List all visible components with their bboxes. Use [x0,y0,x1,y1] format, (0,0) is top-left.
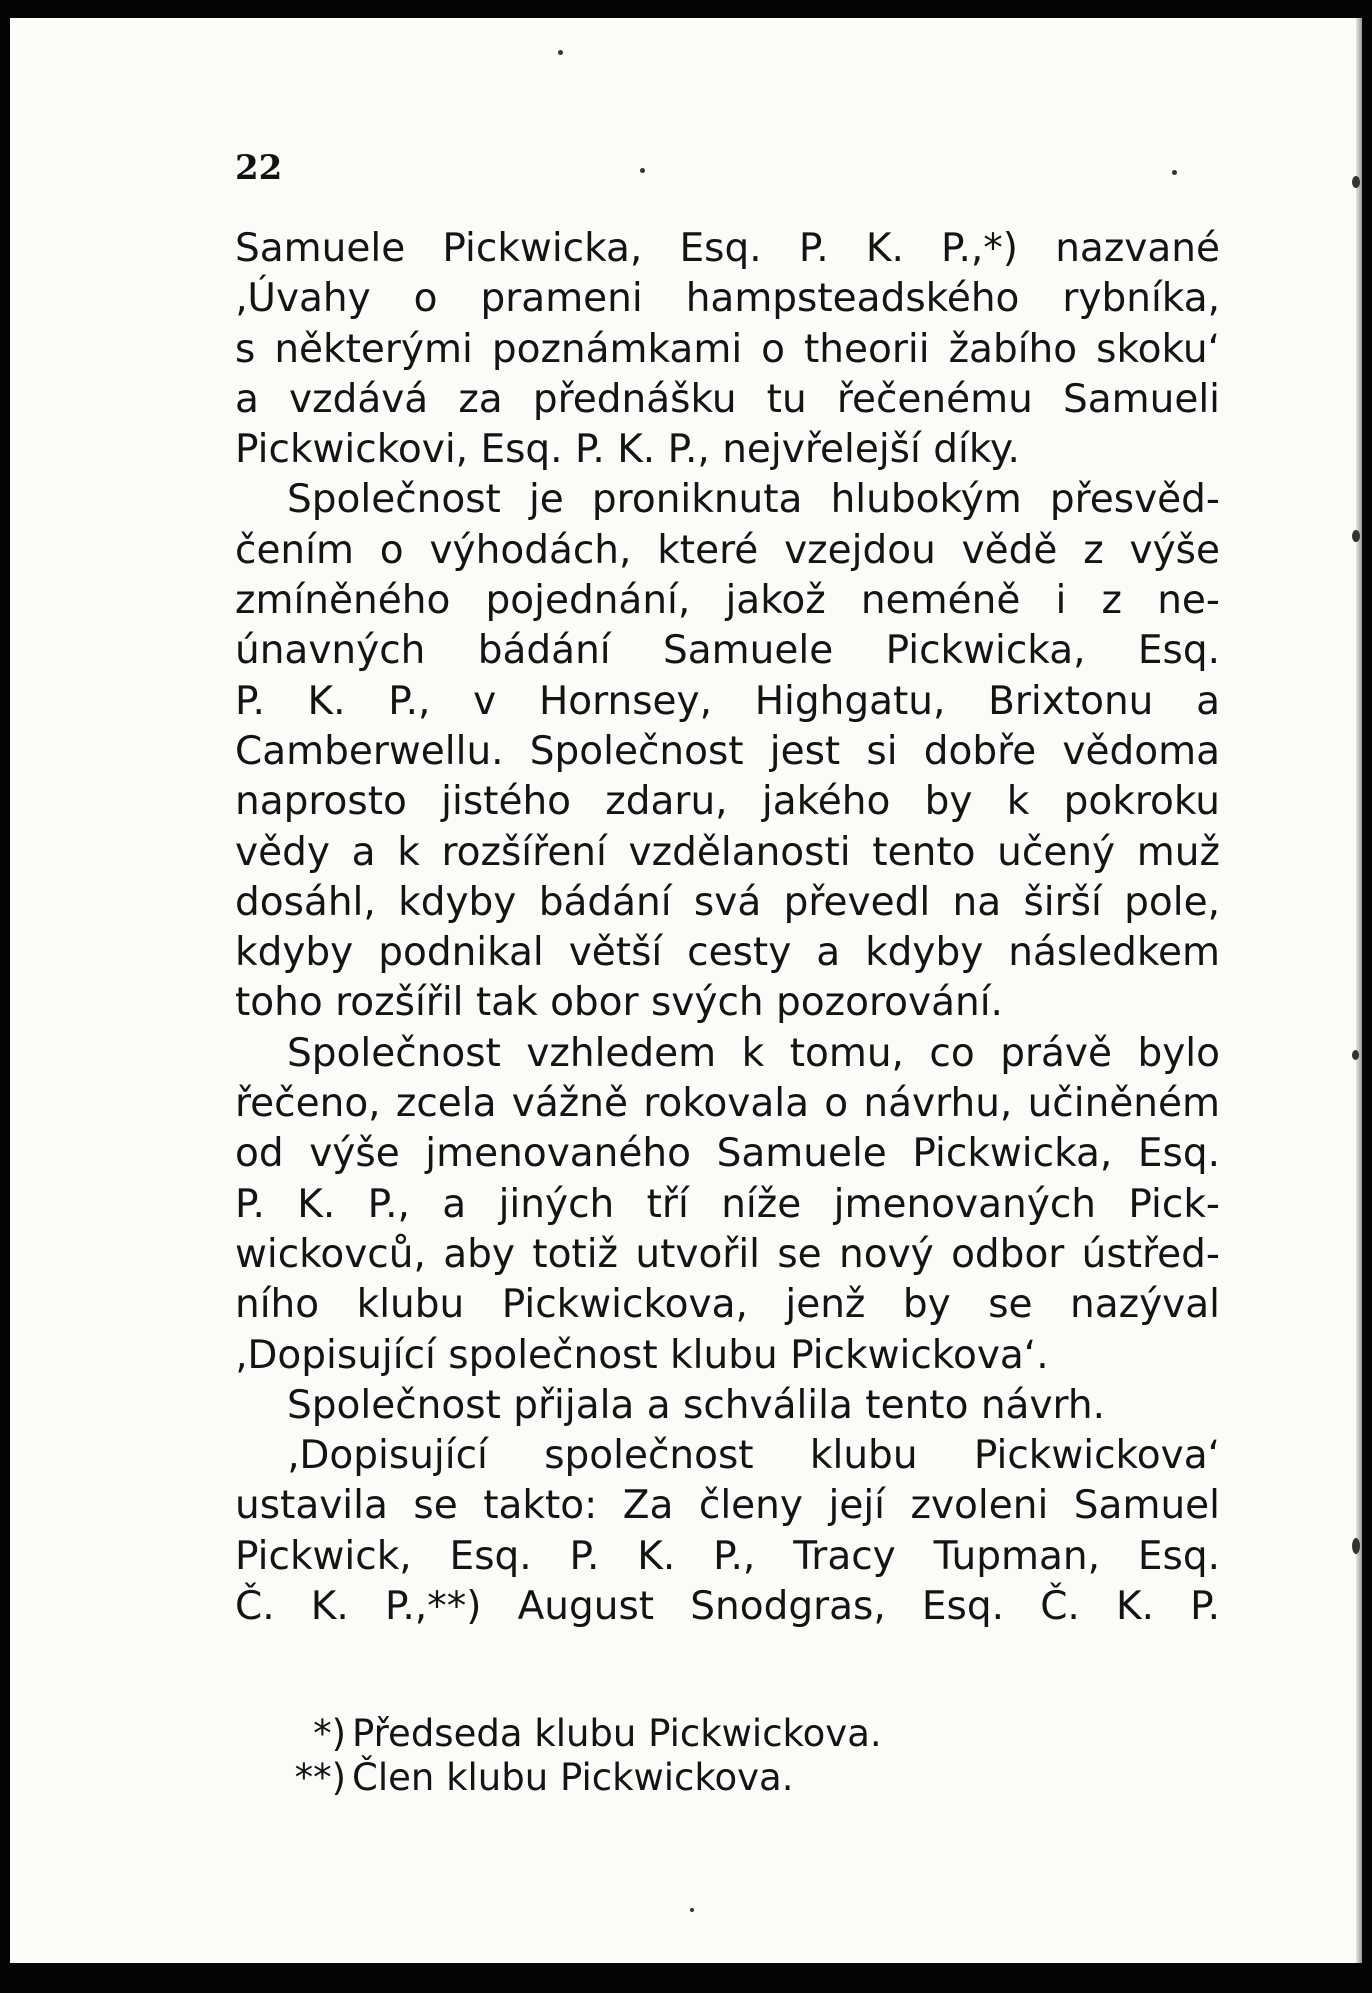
text-line: dosáhl, kdyby bádání svá převedl na širší pole, [235,879,1220,925]
footnotes [266,1712,882,1800]
page-edge [1356,18,1362,1963]
text-line: ustavila se takto: Za členy její zvoleni Samuel [235,1483,1220,1529]
ink-speck [558,50,563,55]
ink-speck [640,168,645,173]
footnote-mark: **) [294,1756,346,1799]
footnote [266,1712,882,1756]
text-line: zmíněného pojednání, jakož neméně i z ne- [235,578,1220,624]
ink-speck [1352,1050,1359,1060]
ink-speck [690,1908,694,1912]
footnote [266,1756,882,1800]
text-line: naprosto jistého zdaru, jakého by k pokroku [235,779,1220,825]
text-line: ‚Dopisující společnost klubu Pickwickova‘ [287,1433,1220,1479]
text-line: toho rozšířil tak obor svých pozorování. [235,980,1003,1026]
ink-speck [1172,170,1177,175]
text-line: vědy a k rozšíření vzdělanosti tento učený muž [235,829,1220,875]
text-line: Společnost vzhledem k tomu, co právě bylo [287,1030,1220,1076]
text-line: Společnost přijala a schválila tento návrh. [287,1382,1105,1428]
text-line: P. K. P., v Hornsey, Highgatu, Brixtonu a [235,678,1220,724]
body-text [235,224,1220,1632]
page-number: 22 [235,148,283,188]
text-line: únavných bádání Samuele Pickwicka, Esq. [235,628,1220,674]
text-line: Č. K. P.,**) August Snodgras, Esq. Č. K. P. [235,1584,1220,1630]
text-line: čením o výhodách, které vzejdou vědě z výše [235,527,1220,573]
footnote-text: Předseda klubu Pickwickova. [352,1712,882,1755]
text-line: ního klubu Pickwickova, jenž by se nazýval [235,1282,1220,1328]
text-line: a vzdává za přednášku tu řečenému Samueli [235,376,1220,422]
text-line: ‚Úvahy o prameni hampsteadského rybníka, [235,276,1220,322]
text-line: kdyby podnikal větší cesty a kdyby následkem [235,930,1220,976]
footnote-mark: *) [313,1712,346,1755]
text-line: řečeno, zcela vážně rokovala o návrhu, učiněném [235,1081,1220,1127]
book-page [10,18,1362,1963]
text-line: Camberwellu. Společnost jest si dobře vědoma [235,728,1220,774]
ink-speck [1352,530,1360,542]
text-line: Pickwickovi, Esq. P. K. P., nejvřelejší díky. [235,427,1020,473]
text-line: od výše jmenovaného Samuele Pickwicka, Esq. [235,1131,1220,1177]
ink-speck [1352,1538,1360,1554]
text-line: Pickwick, Esq. P. K. P., Tracy Tupman, Esq. [235,1533,1220,1579]
text-line: ‚Dopisující společnost klubu Pickwickova‘. [235,1332,1049,1378]
ink-speck [1352,176,1360,188]
text-line: P. K. P., a jiných tří níže jmenovaných Pick- [235,1181,1220,1227]
text-line: wickovců, aby totiž utvořil se nový odbor ústřed- [235,1231,1220,1277]
text-line: s některými poznámkami o theorii žabího skoku‘ [235,326,1220,372]
text-line: Společnost je proniknuta hlubokým přesvěd- [287,477,1220,523]
footnote-text: Člen klubu Pickwickova. [352,1756,794,1799]
text-line: Samuele Pickwicka, Esq. P. K. P.,*) nazvané [235,226,1220,271]
